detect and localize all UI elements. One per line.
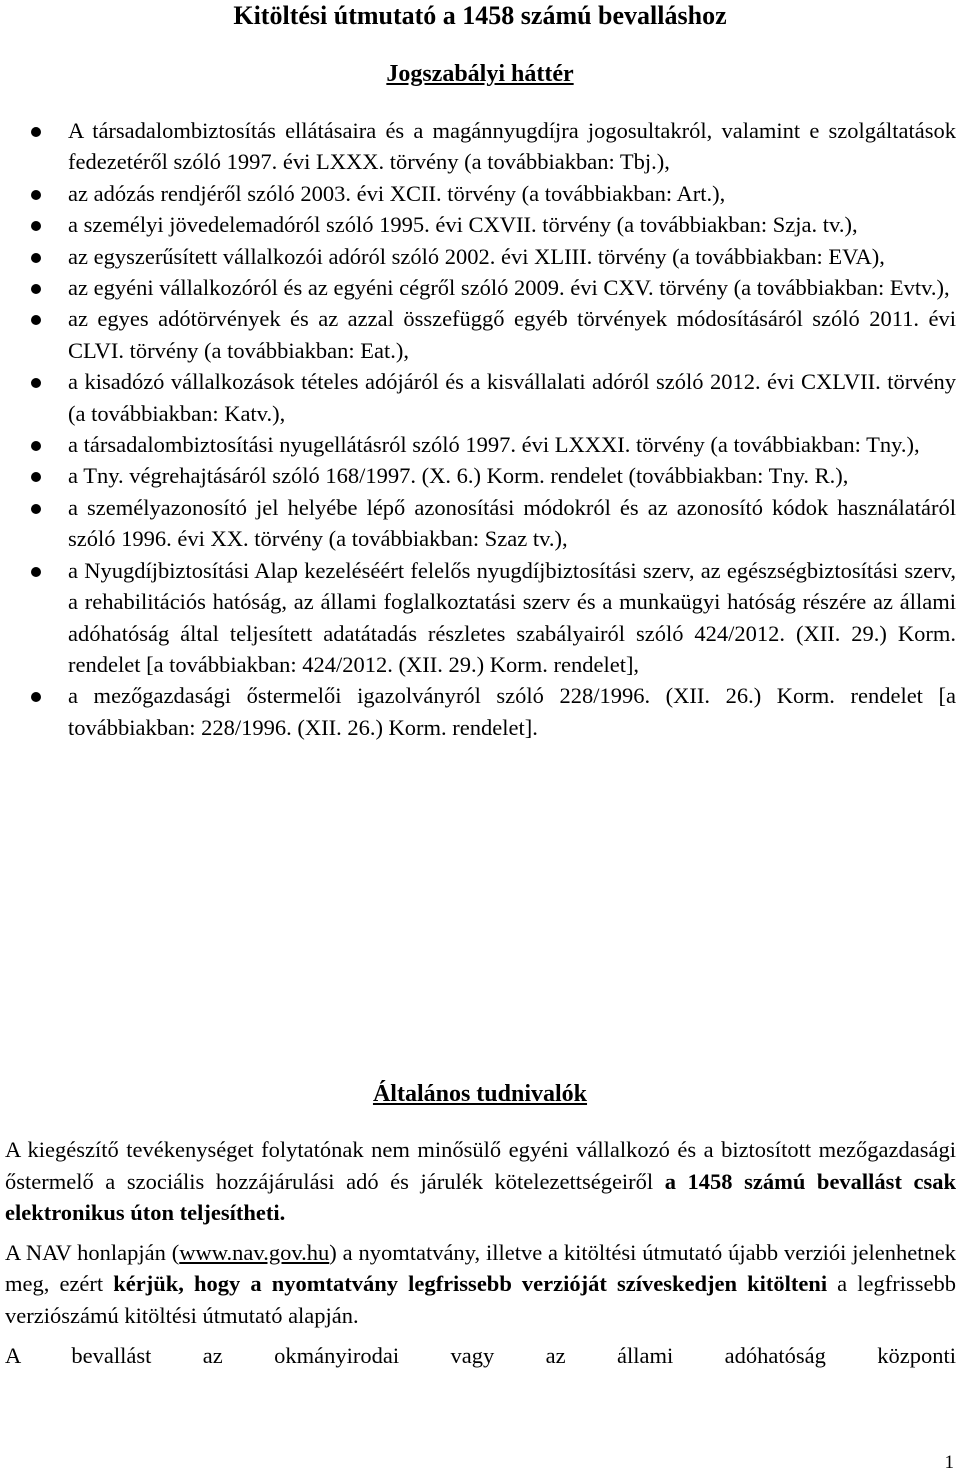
nav-website-link[interactable]: www.nav.gov.hu bbox=[179, 1239, 330, 1265]
section-heading-general-info: Általános tudnivalók bbox=[372, 1081, 588, 1107]
list-item bbox=[68, 178, 956, 209]
list-item bbox=[68, 241, 956, 272]
page-number: 1 bbox=[944, 1452, 954, 1473]
list-item bbox=[68, 303, 956, 366]
list-item bbox=[68, 272, 956, 303]
paragraph-text: ) a nyomtatvány, illetve a kitöltési útmutató újabb verziói jelenhetnek meg, ezért bbox=[5, 1239, 957, 1297]
document-title: Kitöltési útmutató a 1458 számú bevalláshoz bbox=[233, 1, 727, 30]
general-paragraph-1 bbox=[5, 1134, 956, 1229]
bullet-icon bbox=[31, 315, 41, 325]
bullet-icon bbox=[31, 504, 41, 514]
list-item-text: a Tny. végrehajtásáról szóló 168/1997. (X. 6.) Korm. rendelet (továbbiakban: Tny. R.), bbox=[68, 463, 849, 489]
list-item bbox=[68, 680, 956, 743]
general-info-body bbox=[5, 1134, 956, 1379]
list-item bbox=[68, 492, 956, 555]
bullet-icon bbox=[31, 441, 41, 451]
legal-background-list bbox=[0, 115, 960, 743]
bullet-icon bbox=[31, 190, 41, 200]
bullet-icon bbox=[31, 127, 41, 137]
list-item-text: az egyéni vállalkozóról és az egyéni cégről szóló 2009. évi CXV. törvény (a továbbiakban: Evtv.), bbox=[68, 275, 950, 301]
list-item bbox=[68, 429, 956, 460]
list-item-text: a mezőgazdasági őstermelői igazolványról szóló 228/1996. (XII. 26.) Korm. rendelet [a továbbiakban: 228/1996. (XII. 26.) Korm. rendelet]. bbox=[68, 683, 956, 740]
list-item-text: az egyes adótörvények és az azzal összefüggő egyéb törvények módosításáról szóló 2011. évi CLVI. törvény (a továbbiakban: Eat.), bbox=[68, 306, 956, 363]
bullet-icon bbox=[31, 253, 41, 263]
list-item bbox=[68, 555, 956, 681]
list-item bbox=[68, 209, 956, 240]
list-item bbox=[68, 366, 956, 429]
bullet-icon bbox=[31, 692, 41, 702]
list-item-text: A társadalombiztosítás ellátásaira és a magánnyugdíjra jogosultakról, valamint e szolgáltatások fedezetéről szóló 1997. évi LXXX. törvény (a továbbiakban: Tbj.), bbox=[68, 118, 956, 175]
paragraph-text: A NAV honlapján ( bbox=[5, 1239, 180, 1265]
bullet-icon bbox=[31, 221, 41, 231]
paragraph-emphasis: a 1458 számú bevallást csak elektronikus úton teljesítheti. bbox=[5, 1168, 957, 1226]
list-item-text: az egyszerűsített vállalkozói adóról szóló 2002. évi XLIII. törvény (a továbbiakban: EVA), bbox=[68, 243, 885, 269]
general-paragraph-2 bbox=[5, 1237, 956, 1332]
bullet-icon bbox=[31, 284, 41, 294]
list-item-text: a társadalombiztosítási nyugellátásról szóló 1997. évi LXXXI. törvény (a továbbiakban: Tny.), bbox=[68, 432, 920, 458]
list-item bbox=[68, 115, 956, 178]
paragraph-text: a legfrissebb verziószámú kitöltési útmutató alapján. bbox=[5, 1271, 956, 1328]
list-item-text: a Nyugdíjbiztosítási Alap kezeléséért felelős nyugdíjbiztosítási szerv, az egészségbiztosítási szerv, a rehabilitációs hatóság, az állami foglalkoztatási szerv és a munkaügyi hatóság részére az állami adóhatóság által teljesített adatátadás részletes szabályairól szóló 424/2012. (XII. 29.) Korm. rendelet [a továbbiakban: 424/2012. (XII. 29.) Korm. rendelet], bbox=[68, 557, 956, 677]
bullet-icon bbox=[31, 567, 41, 577]
list-item-text: a kisadózó vállalkozások tételes adójáról és a kisvállalati adóról szóló 2012. évi CXLVII. törvény (a továbbiakban: Katv.), bbox=[68, 369, 956, 426]
paragraph-emphasis: kérjük, hogy a nyomtatvány legfrissebb verzióját szíveskedjen kitölteni bbox=[113, 1271, 828, 1297]
paragraph-text: A bevallást az okmányirodai vagy az állami adóhatóság központi bbox=[5, 1342, 956, 1368]
list-item-text: az adózás rendjéről szóló 2003. évi XCII. törvény (a továbbiakban: Art.), bbox=[68, 180, 726, 206]
paragraph-text: A kiegészítő tevékenységet folytatónak nem minősülő egyéni vállalkozó és a biztosított mezőgazdasági őstermelő a szociális hozzájárulási adó és járulék kötelezettségeiről bbox=[5, 1137, 956, 1194]
section-heading-legal-background: Jogszabályi háttér bbox=[386, 61, 574, 87]
list-item-text: a személyazonosító jel helyébe lépő azonosítási módokról és az azonosító kódok használatáról szóló 1996. évi XX. törvény (a továbbiakban: Szaz tv.), bbox=[68, 494, 956, 552]
list-item-text: a személyi jövedelemadóról szóló 1995. évi CXVII. törvény (a továbbiakban: Szja. tv.), bbox=[68, 212, 858, 238]
bullet-icon bbox=[31, 472, 41, 482]
general-paragraph-3 bbox=[5, 1340, 956, 1372]
bullet-icon bbox=[31, 378, 41, 388]
list-item bbox=[68, 460, 956, 491]
